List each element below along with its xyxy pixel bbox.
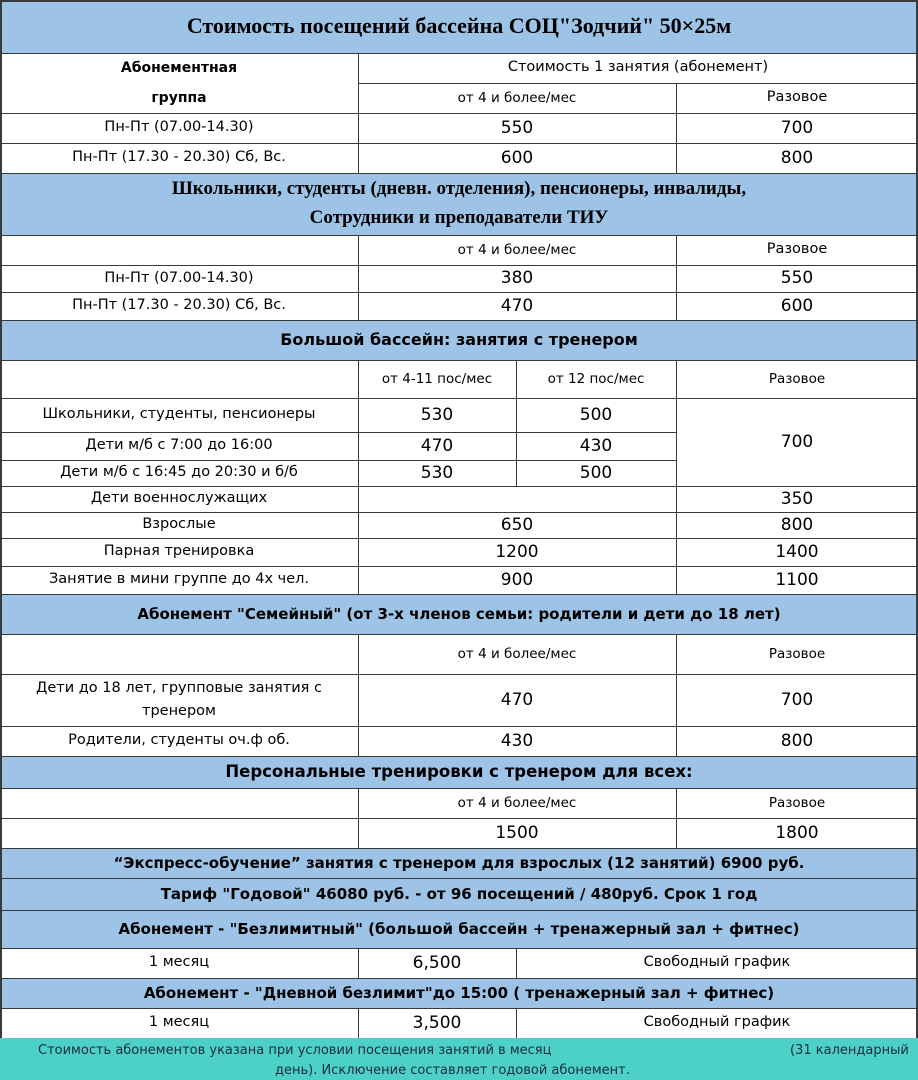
- period-cell: 1 месяц: [0, 1008, 358, 1038]
- section-header-unlimited: Абонемент - "Безлимитный" (большой бассейн + тренажерный зал + фитнес): [0, 910, 918, 948]
- price-cell: 500: [516, 398, 676, 432]
- row-label: Школьники, студенты, пенсионеры: [0, 398, 358, 432]
- page-title: Стоимость посещений бассейна СОЦ"Зодчий" 50×25м: [0, 0, 918, 53]
- row-label: Пн-Пт (07.00-14.30): [0, 265, 358, 292]
- price-cell: 800: [676, 726, 918, 756]
- section-title-line: Сотрудники и преподаватели ТИУ: [309, 207, 609, 228]
- price-cell: 470: [358, 674, 676, 726]
- col-single-header: Разовое: [676, 788, 918, 818]
- col-monthly-header: от 4 и более/мес: [358, 788, 676, 818]
- footer-line-left: Стоимость абонементов указана при условии посещения занятий в месяц: [38, 1043, 552, 1058]
- price-cell: 600: [358, 143, 676, 173]
- price-cell: 1200: [358, 538, 676, 566]
- schedule-cell: Свободный график: [516, 1008, 918, 1038]
- row-label-line: Дети до 18 лет, групповые занятия с: [36, 680, 322, 697]
- price-cell: 530: [358, 460, 516, 486]
- row-label: Пн-Пт (17.30 - 20.30) Сб, Вс.: [0, 292, 358, 320]
- row-label: Пн-Пт (17.30 - 20.30) Сб, Вс.: [0, 143, 358, 173]
- price-cell: 530: [358, 398, 516, 432]
- footer-line-right: (31 календарный: [790, 1043, 909, 1058]
- empty-cell: [0, 818, 358, 848]
- empty-cell: [0, 235, 358, 265]
- price-cell: 350: [676, 486, 918, 512]
- price-cell: 700: [676, 113, 918, 143]
- price-cell: 500: [516, 460, 676, 486]
- col-single-header: Разовое: [676, 360, 918, 398]
- price-cell: 470: [358, 432, 516, 460]
- price-cell: 900: [358, 566, 676, 594]
- section-header-personal: Персональные тренировки с тренером для всех:: [0, 756, 918, 788]
- col-monthly-header: от 4 и более/мес: [358, 235, 676, 265]
- schedule-cell: Свободный график: [516, 948, 918, 978]
- price-cell: 380: [358, 265, 676, 292]
- row-label: Дети м/б с 16:45 до 20:30 и б/б: [0, 460, 358, 486]
- row-label-children: [0, 674, 358, 726]
- group-label-top: Абонементная: [0, 53, 358, 83]
- price-cell: 1500: [358, 818, 676, 848]
- price-cell: 6,500: [358, 948, 516, 978]
- cost-header: Стоимость 1 занятия (абонемент): [358, 53, 918, 83]
- price-cell: 1400: [676, 538, 918, 566]
- row-label: Парная тренировка: [0, 538, 358, 566]
- row-label: Занятие в мини группе до 4х чел.: [0, 566, 358, 594]
- col-single-header: Разовое: [676, 634, 918, 674]
- row-label: Дети военнослужащих: [0, 486, 358, 512]
- empty-cell: [0, 360, 358, 398]
- row-label-line: тренером: [142, 702, 216, 719]
- col-4-11-header: от 4-11 пос/мес: [358, 360, 516, 398]
- price-cell: 800: [676, 143, 918, 173]
- empty-cell: [358, 486, 676, 512]
- section-header-coach: Большой бассейн: занятия с тренером: [0, 320, 918, 360]
- price-cell: 700: [676, 674, 918, 726]
- price-cell: 600: [676, 292, 918, 320]
- merged-single-price: 700: [676, 398, 918, 486]
- price-cell: 430: [516, 432, 676, 460]
- price-cell: 1100: [676, 566, 918, 594]
- empty-cell: [0, 788, 358, 818]
- row-label: Пн-Пт (07.00-14.30): [0, 113, 358, 143]
- section-header-students: [0, 173, 918, 235]
- period-cell: 1 месяц: [0, 948, 358, 978]
- price-cell: 1800: [676, 818, 918, 848]
- express-offer: “Экспресс-обучение” занятия с тренером для взрослых (12 занятий) 6900 руб.: [0, 848, 918, 878]
- annual-offer: Тариф "Годовой" 46080 руб. - от 96 посещений / 480руб. Срок 1 год: [0, 878, 918, 910]
- price-cell: 800: [676, 512, 918, 538]
- row-label: Дети м/б с 7:00 до 16:00: [0, 432, 358, 460]
- price-cell: 3,500: [358, 1008, 516, 1038]
- col-single-header: Разовое: [676, 235, 918, 265]
- row-label: Родители, студенты оч.ф об.: [0, 726, 358, 756]
- col-monthly-header: от 4 и более/мес: [358, 83, 676, 113]
- price-cell: 550: [676, 265, 918, 292]
- footer-note: [0, 1038, 918, 1080]
- section-header-family: Абонемент "Семейный" (от 3-х членов семьи: родители и дети до 18 лет): [0, 594, 918, 634]
- price-cell: 430: [358, 726, 676, 756]
- section-title-line: Школьники, студенты (дневн. отделения), пенсионеры, инвалиды,: [171, 178, 747, 200]
- footer-line-second: день). Исключение составляет годовой абонемент.: [275, 1063, 630, 1078]
- empty-cell: [0, 634, 358, 674]
- price-cell: 470: [358, 292, 676, 320]
- price-cell: 650: [358, 512, 676, 538]
- col-monthly-header: от 4 и более/мес: [358, 634, 676, 674]
- col-single-header: Разовое: [676, 83, 918, 113]
- row-label: Взрослые: [0, 512, 358, 538]
- section-header-day-unlimited: Абонемент - "Дневной безлимит"до 15:00 ( тренажерный зал + фитнес): [0, 978, 918, 1008]
- col-12-header: от 12 пос/мес: [516, 360, 676, 398]
- price-cell: 550: [358, 113, 676, 143]
- group-label-bottom: группа: [0, 83, 358, 113]
